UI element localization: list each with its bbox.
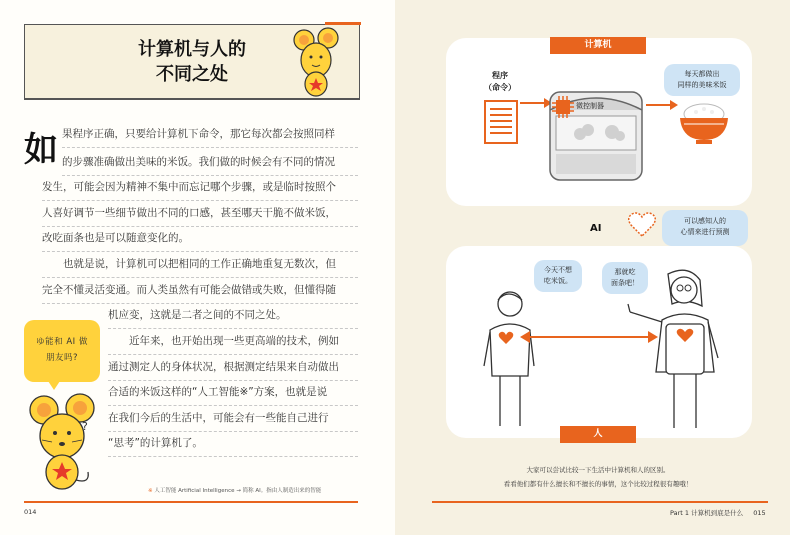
text-line: 果程序正确，只要给计算机下命令，那它每次都会按照同样 <box>62 122 358 148</box>
boy-figure-icon <box>484 290 534 430</box>
text-line: 合适的米饭这样的“人工智能※”方案，也就是说 <box>108 380 358 406</box>
title-accent-bar <box>325 22 361 25</box>
dropcap: 如 <box>24 130 58 170</box>
bubble-tail <box>48 381 60 390</box>
title-line-2: 不同之处 <box>156 64 228 85</box>
bubble-line-1: ゆ能和 AI 做 <box>36 337 88 347</box>
program-label <box>478 70 522 94</box>
text-line: 发生，可能会因为精神不集中而忘记哪个步骤，或是临时按照个 <box>42 175 358 201</box>
bubble-line-2: 朋友吗? <box>45 353 78 363</box>
boy-speech-line-2: 吃米饭。 <box>544 277 572 285</box>
footnote-text: 人工智能 Artificial Intelligence → 简称 AI。指由人制造出来的智能 <box>154 488 322 494</box>
ai-desc-line-2: 心情来进行预测 <box>680 228 730 236</box>
caption-line-1: 大家可以尝试比较一下生活中计算机和人的区别。 <box>526 466 670 474</box>
mouse-speech-bubble <box>24 320 100 382</box>
footnote-mark: ※ <box>148 488 153 494</box>
mom-speech-line-2: 面条吧！ <box>611 279 639 287</box>
result-line-1: 每天都做出 <box>684 70 720 78</box>
title-line-1: 计算机与人的 <box>138 39 246 60</box>
text-line: 通过测定人的身体状况，根据测定结果来自动做出 <box>108 355 358 381</box>
text-line: 人喜好调节一些细节做出不同的口感，甚至哪天干脆不做米饭， <box>42 201 358 227</box>
text-line: 完全不懂灵活变通。而人类虽然有可能会做错或失败，但懂得随 <box>42 278 358 304</box>
ai-label: AI <box>590 223 602 234</box>
footnote <box>148 486 321 494</box>
part-title: Part 1 计算机到底是什么 <box>670 509 744 517</box>
footer-rule <box>432 501 768 503</box>
question-mark: ? <box>82 420 88 433</box>
ai-desc-line-1: 可以感知人的 <box>684 217 726 225</box>
arrow-right-icon <box>646 100 678 110</box>
text-line: 近年来，也开始出现一些更高端的技术，例如 <box>108 329 358 355</box>
program-line-1: 程序 <box>492 71 508 80</box>
result-bubble <box>664 64 740 96</box>
text-line: “思考”的计算机了。 <box>108 431 358 457</box>
program-document-icon <box>484 100 518 144</box>
program-line-2: （命令） <box>484 83 516 92</box>
text-line: 机应变，这就是二者之间的不同之处。 <box>108 303 358 329</box>
text-line: 也就是说，计算机可以把相同的工作正确地重复无数次，但 <box>42 252 358 278</box>
boy-speech-line-1: 今天不想 <box>544 266 572 274</box>
ai-description-bubble <box>662 210 748 246</box>
heart-outline-icon <box>628 212 656 238</box>
chip-label: 微控制器 <box>576 102 604 110</box>
title-underline <box>24 98 360 100</box>
page-number: 014 <box>24 508 37 516</box>
mom-speech-line-1: 那就吃 <box>614 268 636 276</box>
footer-rule <box>24 501 358 503</box>
boy-speech-bubble <box>534 260 582 292</box>
computer-label: 计算机 <box>550 37 646 54</box>
microcontroller-chip-icon <box>552 96 574 118</box>
mom-figure-icon <box>628 268 724 432</box>
text-line: 改吃面条也是可以随意变化的。 <box>42 226 358 252</box>
page-number: 015 <box>753 509 766 517</box>
human-label: 人 <box>560 426 636 443</box>
caption-line-2: 看看他们都有什么擅长和不擅长的事情，这个比较过程很有趣哦！ <box>503 480 693 488</box>
rice-bowl-icon <box>678 102 730 144</box>
result-line-2: 同样的美味米饭 <box>677 81 727 89</box>
text-line: 在我们今后的生活中，可能会有一些能自己进行 <box>108 406 358 432</box>
text-line: 的步骤准确做出美味的米饭。我们做的时候会有不同的情况 <box>62 150 358 176</box>
mouse-mascot-icon <box>292 28 340 98</box>
page-footer <box>670 508 766 517</box>
mouse-mascot-icon <box>28 392 104 492</box>
